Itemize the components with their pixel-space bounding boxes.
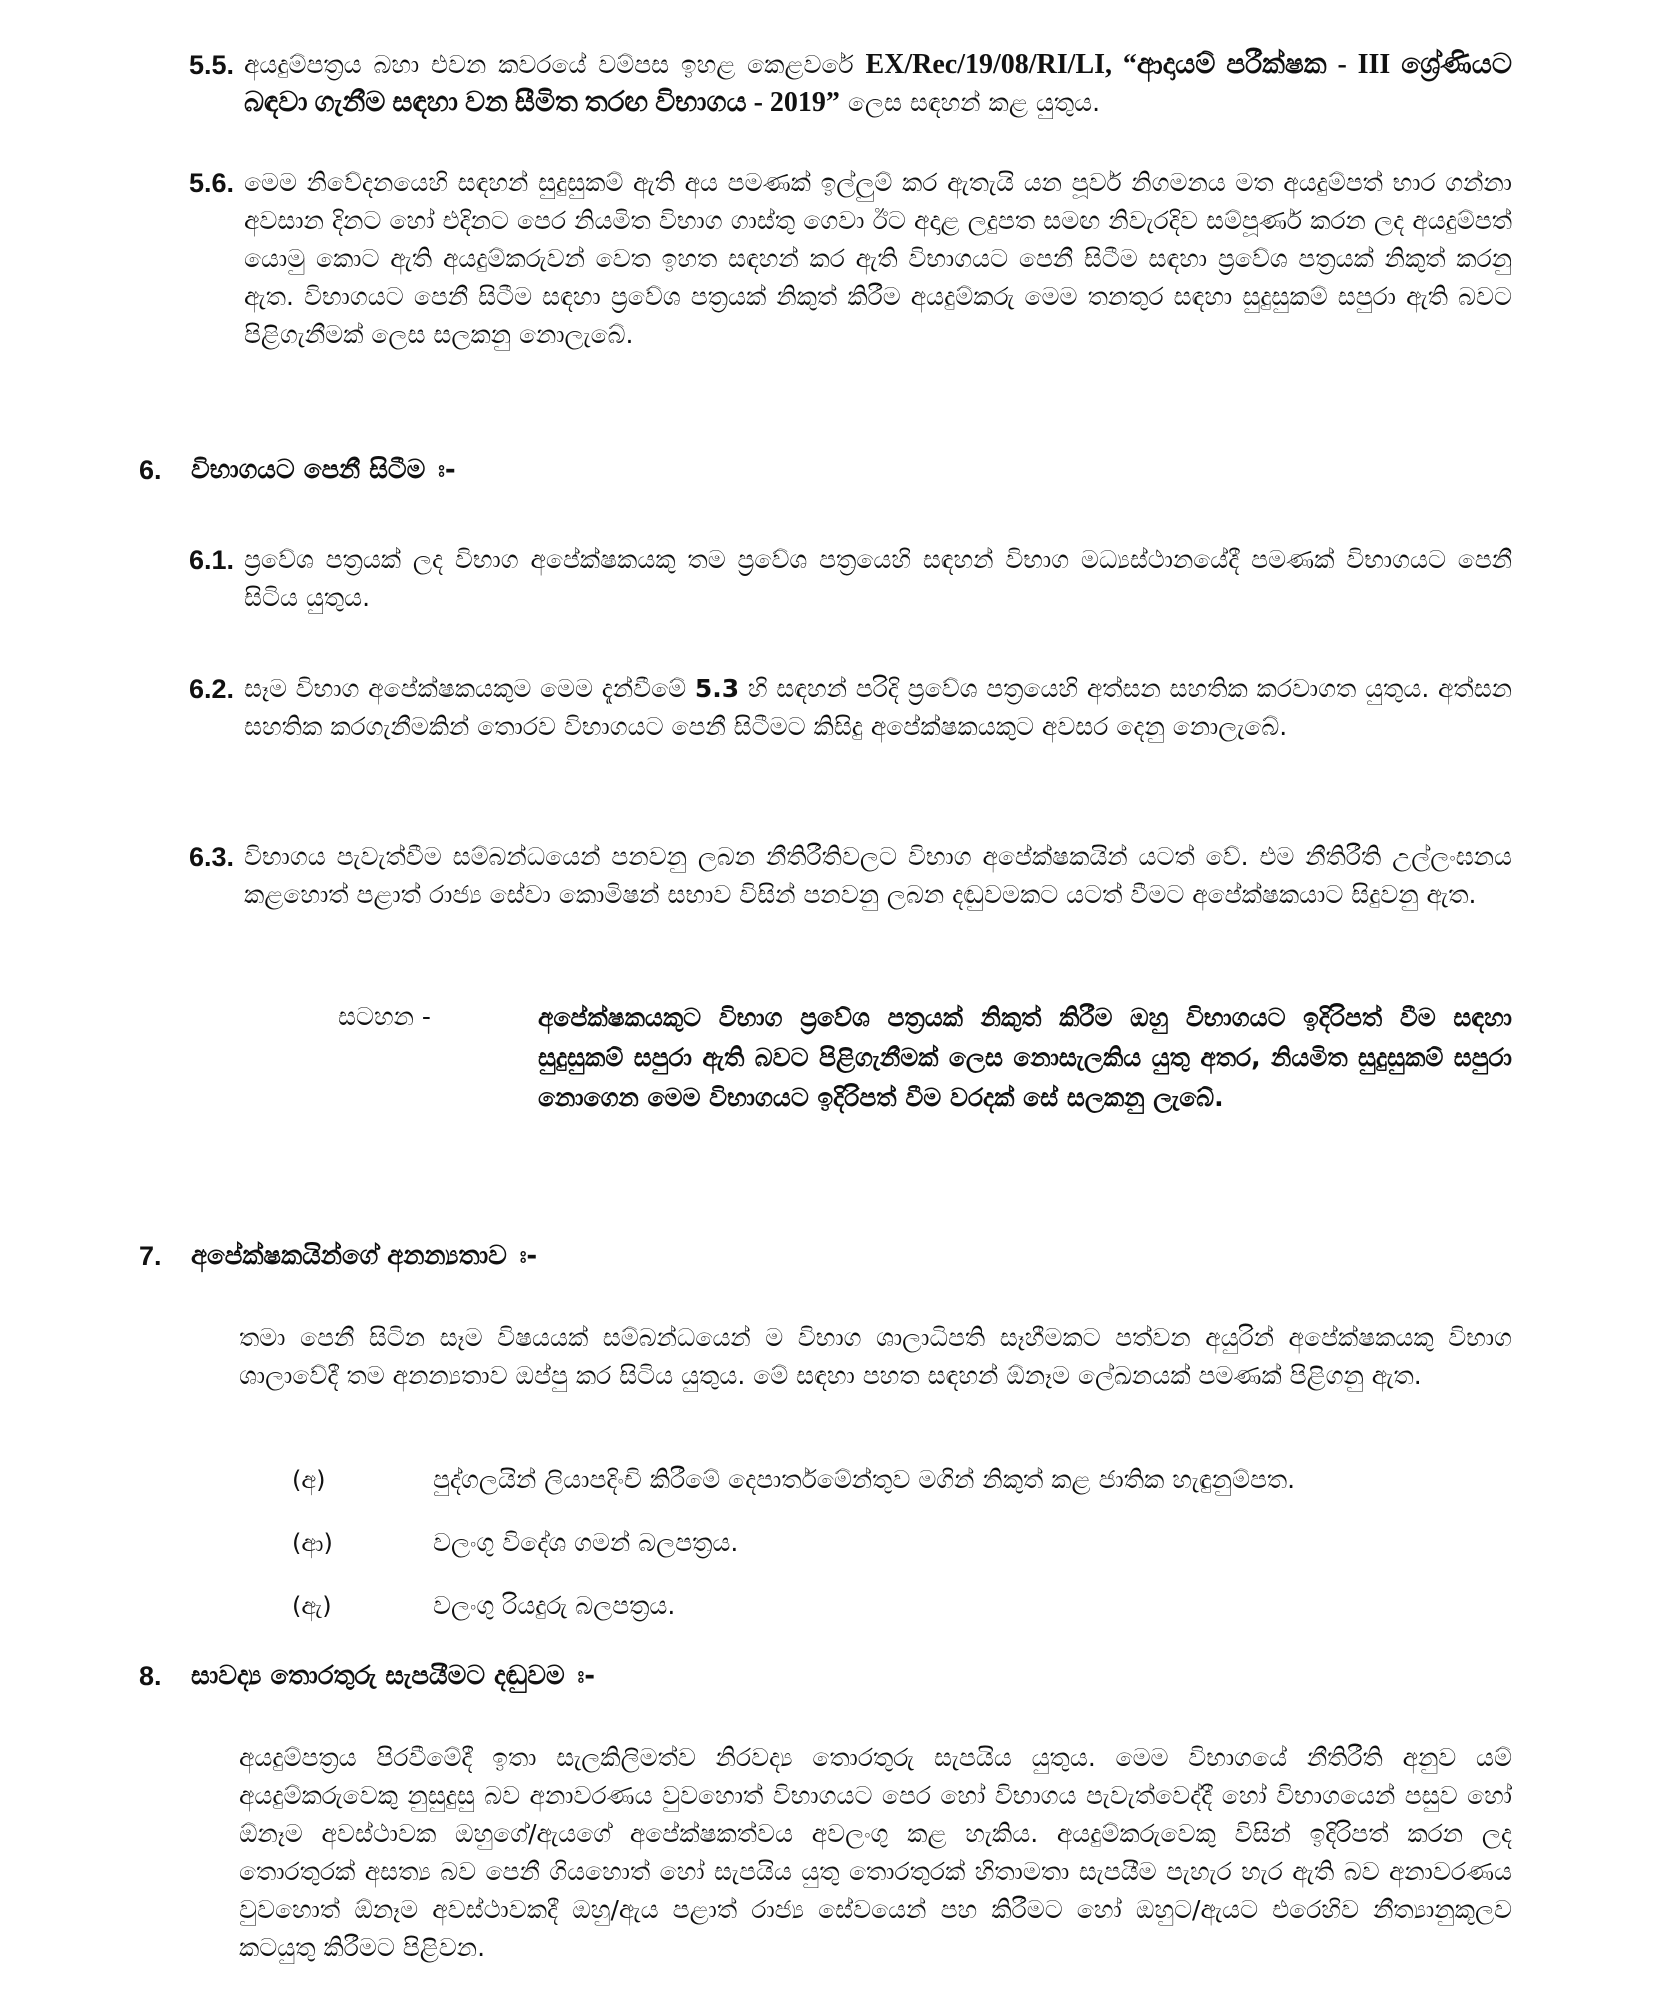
list-item-text: වලංගු විදේශ ගමන් බලපත්‍රය.: [433, 1528, 739, 1557]
section-number: 8.: [139, 1661, 162, 1691]
section-6-1-text: ප්‍රවේශ පත්‍රයක් ලද විභාග අපේක්ෂකයකු තම ප්‍රවේශ පත්‍රයෙහි සඳහන් විභාග මධ්‍යස්ථානයේදී පමණක් විභාගයට පෙනී සිටිය යුතුය.: [244, 545, 1512, 612]
note-label: සටහන -: [338, 1002, 431, 1031]
section-8-heading: සාවද්‍ය තොරතුරු සැපයීමට දඬුවම ඃ-: [191, 1661, 596, 1691]
list-item-text: පුද්ගලයින් ලියාපදිංචි කිරීමේ දෙපාර්තමේන්තුව මගින් නිකුත් කළ ජාතික හැඳුනුම්පත.: [433, 1465, 1296, 1494]
list-item-label: (අ): [292, 1466, 326, 1494]
section-text: අයදුම්පත්‍රය බහා එවන කවරයේ වම්පස ඉහළ කෙළවරේ: [244, 50, 866, 79]
section-number: 6.3.: [189, 842, 235, 872]
reference-number: 5.3: [694, 674, 740, 703]
section-number: 5.6.: [189, 168, 235, 198]
section-text: සෑම විභාග අපේක්ෂකයකුම මෙම දැන්වීමේ: [244, 674, 695, 703]
section-text: ලෙස සඳහන් කළ යුතුය.: [839, 88, 1101, 117]
section-number: 6.2.: [189, 674, 235, 704]
note-text: අපේක්ෂකයකුට විභාග ප්‍රවේශ පත්‍රයක් නිකුත් කිරීම ඔහු විභාගයට ඉදිරිපත් වීම සඳහා සුදුසුකම් සපුරා ඇති බවට පිළිගැනීමක් ලෙස නොසැලකිය යුතු අතර, නියමිත සුදුසුකම් සපුරා නොගෙන මෙම විභාගයට ඉදිරිපත් වීම වරදක් සේ සලකනු ලැබේ.: [538, 1003, 1512, 1112]
section-number: 5.5.: [189, 50, 235, 80]
section-6-2-text: [244, 670, 1512, 746]
section-5-6-text: මෙම නිවේදනයෙහි සඳහන් සුදුසුකම් ඇති අය පමණක් ඉල්ලුම් කර ඇතැයි යන පූර්ව නිගමනය මත අයදුම්පත් භාර ගන්නා අවසාන දිනට හෝ එදිනට පෙර නියමිත විභාග ගාස්තු ගෙවා ඊට අදාළ ලදුපත සමඟ නිවැරදිව සම්පූර්ණ කරන ලද අයදුම්පත් යොමු කොට ඇති අයදුම්කරුවන් වෙත ඉහත සඳහන් කර ඇති විභාගයට පෙනී සිටීම සඳහා ප්‍රවේශ පත්‍රයක් නිකුත් කරනු ඇත. විභාගයට පෙනී සිටීම සඳහා ප්‍රවේශ පත්‍රයක් නිකුත් කිරීම අයදුම්කරු මෙම තනතුර සඳහා සුදුසුකම් සපුරා ඇති බවට පිළිගැනීමක් ලෙස සලකනු නොලැබේ.: [244, 168, 1512, 349]
section-number: 6.: [139, 455, 162, 485]
section-7-text: තමා පෙනී සිටින සෑම විෂයයක් සම්බන්ධයෙන් ම විභාග ශාලාධිපති සෑහීමකට පත්වන අයුරින් අපේක්ෂකයකු විභාග ශාලාවේදී තම අනන්‍යතාව ඔප්පු කර සිටිය යුතුය. මේ සඳහා පහත සඳහන් ඕනෑම ලේඛනයක් පමණක් පිළිගනු ඇත.: [239, 1323, 1512, 1390]
section-6-heading: විභාගයට පෙනී සිටීම ඃ-: [191, 455, 456, 485]
list-item-label: (ඇ): [292, 1592, 332, 1620]
section-number: 6.1.: [189, 545, 235, 575]
section-7-heading: අපේක්ෂකයින්ගේ අනන්‍යතාව ඃ-: [191, 1241, 538, 1271]
list-item-label: (ආ): [292, 1529, 333, 1557]
section-8-text: අයදුම්පත්‍රය පිරවීමේදී ඉතා සැලකිලිමත්ව නිරවද්‍ය තොරතුරු සැපයිය යුතුය. මෙම විභාගයේ නීතිරීති අනුව යම් අයදුම්කරුවෙකු නුසුදුසු බව අනාවරණය වුවහොත් විභාගයට පෙර හෝ විභාගය පැවැත්වෙද්දී හෝ විභාගයෙන් පසුව හෝ ඕනෑම අවස්ථාවක ඔහුගේ/ඇයගේ අපේක්ෂකත්වය අවලංගු කළ හැකිය. අයදුම්කරුවෙකු විසින් ඉදිරිපත් කරන ලද තොරතුරක් අසත්‍ය බව පෙනී ගියහොත් හෝ සැපයිය යුතු තොරතුරක් හිතාමතා සැපයීම පැහැර හැර ඇති බව අනාවරණය වුවහොත් ඕනෑම අවස්ථාවකදී ඔහු/ඇය පළාත් රාජ්‍ය සේවයෙන් පහ කිරීමට හෝ ඔහුට/ඇයට එරෙහිව නීත්‍යානුකූලව කටයුතු කිරීමට පිළිවන.: [239, 1743, 1512, 1962]
section-6-3-text: විභාගය පැවැත්වීම සම්බන්ධයෙන් පනවනු ලබන නීතිරීතිවලට විභාග අපේක්ෂකයින් යටත් වේ. එම නීතිරීති උල්ලංඝනය කළහොත් පළාත් රාජ්‍ය සේවා කොමිෂන් සභාව විසින් පනවනු ලබන දඬුවමකට යටත් වීමට අපේක්ෂකයාට සිදුවනු ඇත.: [244, 842, 1512, 909]
section-number: 7.: [139, 1241, 162, 1271]
reference-title: EX/Rec/19/08/RI/LI, “ආදායම් පරීක්ෂක - III ශ්‍රේණියට බඳවා ගැනීම සඳහා වන සීමිත තරඟ විභාගය - 2019”: [244, 49, 1512, 118]
section-text: හි සඳහන් පරිදි ප්‍රවේශ පත්‍රයෙහි අත්සන සහතික කරවාගත යුතුය. අත්සන සහතික කරගැනීමකින් තොරව විභාගයට පෙනී සිටීමට කිසිදු අපේක්ෂකයකුට අවසර දෙනු නොලැබේ.: [244, 674, 1512, 741]
section-5-5-text: [244, 46, 1512, 122]
list-item-text: වලංගු රියදුරු බලපත්‍රය.: [433, 1591, 676, 1620]
